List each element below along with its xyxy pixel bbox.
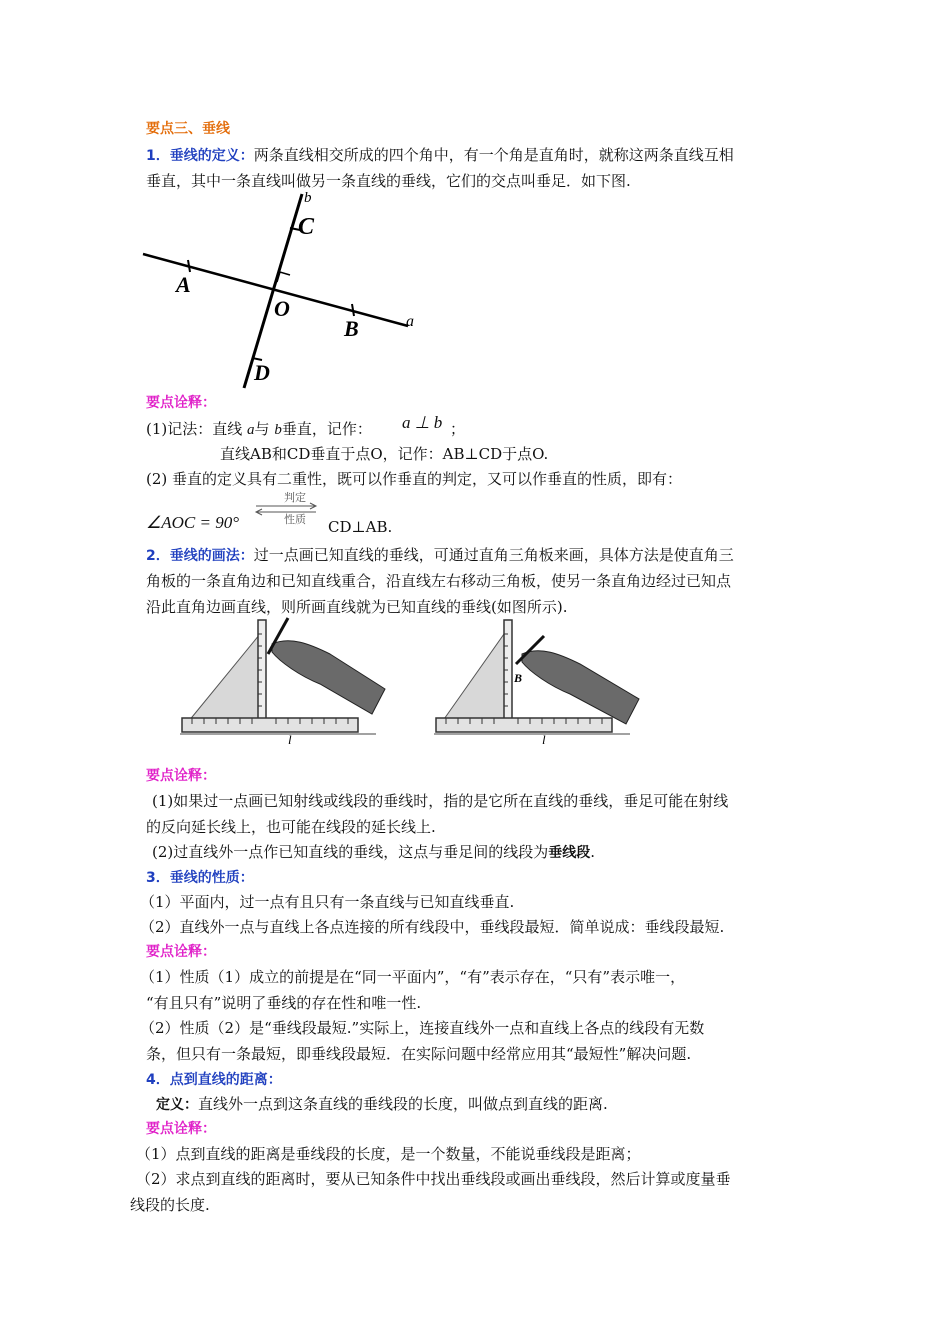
note3-item1a: （1）性质（1）成立的前提是在“同一平面内”，“有”表示存在，“只有”表示唯一， [140, 968, 686, 986]
definition-paragraph-line1 [146, 144, 734, 167]
drawing-heading-number: 2． [146, 548, 170, 564]
label-a: a [406, 313, 414, 330]
distance-definition [156, 1093, 608, 1116]
properties-heading-line [146, 866, 254, 889]
distance-definition-text: 直线外一点到这条直线的垂线段的长度，叫做点到直线的距离. [198, 1095, 608, 1113]
angle-aoc-90: ∠AOC = 90° [146, 513, 240, 532]
definition-text-1: 两条直线相交所成的四个角中，有一个角是直角时，就称这两条直线互相 [253, 146, 734, 164]
definition-text-2: 垂直，其中一条直线叫做另一条直线的垂线，它们的交点叫垂足．如下图. [146, 172, 631, 190]
note1-var-a: a [247, 422, 255, 438]
distance-heading-number: 4． [146, 1072, 170, 1088]
note1-item1-prefix: (1)记法：直线 [146, 420, 243, 438]
note1-item1-end: ； [450, 420, 466, 438]
label-D: D [254, 360, 270, 385]
section-title: 要点三、垂线 [146, 121, 230, 137]
right-angle-mark [277, 272, 290, 282]
note4-item2a: （2）求点到直线的距离时，要从已知条件中找出垂线段或画出垂线段，然后计算或度量垂 [136, 1170, 731, 1188]
note2-heading: 要点诠释： [146, 768, 216, 784]
definition-heading-number: 1． [146, 148, 170, 164]
distance-heading: 点到直线的距离： [169, 1072, 282, 1088]
label-O: O [274, 296, 290, 321]
ruler-label-left: l [288, 732, 292, 747]
definition-heading: 垂线的定义： [169, 148, 254, 164]
tick-B [352, 304, 354, 316]
distance-heading-line [146, 1068, 282, 1091]
point-label-B: B [514, 671, 523, 685]
note4-item1: （1）点到直线的距离是垂线段的长度，是一个数量，不能说垂线段是距离； [136, 1145, 641, 1163]
cd-perp-ab: CD⊥AB. [328, 518, 393, 536]
label-C: C [298, 214, 315, 240]
note4-heading: 要点诠释： [146, 1121, 216, 1137]
note1-heading: 要点诠释： [146, 395, 216, 411]
properties-item2: （2）直线外一点与直线上各点连接的所有线段中，垂线段最短．简单说成：垂线段最短. [140, 918, 725, 936]
label-property: 性质 [284, 513, 306, 526]
set-square-drawing-left [180, 614, 390, 749]
properties-heading: 垂线的性质： [169, 870, 254, 886]
note1-item1-line2: 直线AB和CD垂直于点O，记作：AB⊥CD于点O. [220, 445, 549, 463]
drawing-text-3: 沿此直角边画直线，则所画直线就为已知直线的垂线(如图所示). [146, 598, 568, 616]
tick-A [188, 260, 190, 272]
distance-definition-label: 定义： [156, 1097, 198, 1113]
drawing-text-2: 角板的一条直角边和已知直线重合，沿直线左右移动三角板，使另一条直角边经过已知点 [146, 572, 732, 590]
label-judge: 判定 [284, 491, 306, 504]
label-B: B [344, 316, 359, 341]
set-square-drawing-right [434, 614, 644, 749]
perpendicular-formula: a ⊥ b [402, 413, 443, 432]
perpendicular-lines-figure [140, 190, 430, 390]
note1-item1-mid: 与 [254, 420, 270, 438]
note3-item1b: “有且只有”说明了垂线的存在性和唯一性. [146, 994, 422, 1012]
note2-item2-end: . [590, 843, 596, 861]
note1-item1 [146, 418, 372, 441]
note2-item2-bold: 垂线段 [548, 845, 591, 861]
label-A: A [176, 272, 191, 297]
note1-var-b: b [274, 422, 282, 438]
properties-item1: （1）平面内，过一点有且只有一条直线与已知直线垂直. [140, 893, 515, 911]
ruler-label-right: l [542, 732, 546, 747]
note2-item1a: (1)如果过一点画已知射线或线段的垂线时，指的是它所在直线的垂线，垂足可能在射线 [152, 792, 729, 810]
drawing-heading: 垂线的画法： [169, 548, 254, 564]
label-b: b [304, 190, 312, 206]
note3-item2a: （2）性质（2）是“垂线段最短.”实际上，连接直线外一点和直线上各点的线段有无数 [140, 1019, 705, 1037]
note4-item2b: 线段的长度. [130, 1196, 210, 1214]
note1-item2: (2) 垂直的定义具有二重性，既可以作垂直的判定，又可以作垂直的性质，即有： [146, 470, 683, 488]
note2-item2-prefix: (2)过直线外一点作已知直线的垂线，这点与垂足间的线段为 [152, 843, 549, 861]
note1-item1-suffix: 垂直，记作： [281, 420, 372, 438]
drawing-paragraph-line1 [146, 544, 734, 567]
note3-item2b: 条，但只有一条最短，即垂线段最短．在实际问题中经常应用其“最短性”解决问题. [146, 1045, 692, 1063]
note3-heading: 要点诠释： [146, 944, 216, 960]
drawing-text-1: 过一点画已知直线的垂线，可通过直角三角板来画，具体方法是使直角三 [253, 546, 734, 564]
properties-heading-number: 3． [146, 870, 170, 886]
note2-item1b: 的反向延长线上，也可能在线段的延长线上. [146, 818, 436, 836]
note2-item2 [152, 841, 595, 864]
